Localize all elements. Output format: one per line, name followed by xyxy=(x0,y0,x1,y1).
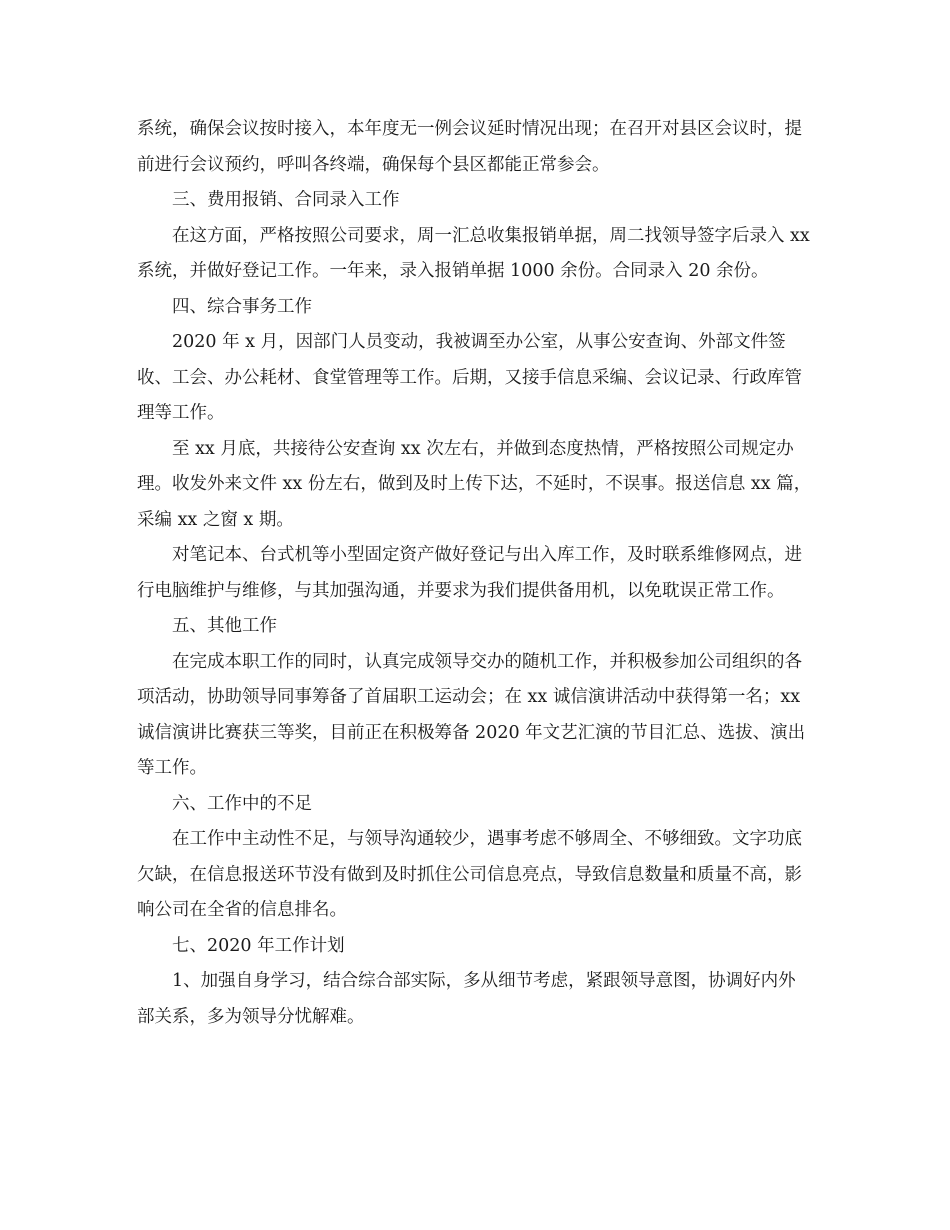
section-heading-3: 三、费用报销、合同录入工作 xyxy=(172,190,400,210)
paragraph-assets: 对笔记本、台式机等小型固定资产做好登记与出入库工作，及时联系维修网点，进行电脑维护与维修，与其加强沟通，并要求为我们提供备用机，以免耽误正常工作。 xyxy=(137,545,802,601)
paragraph-shortcomings: 在工作中主动性不足，与领导沟通较少，遇事考虑不够周全、不够细致。文字功底欠缺，在信息报送环节没有做到及时抓住公司信息亮点，导致信息数量和质量不高，影响公司在全省的信息排名。 xyxy=(137,829,802,920)
document-body xyxy=(137,112,813,1035)
section-heading-7: 七、2020 年工作计划 xyxy=(172,935,345,956)
paragraph-other-work: 在完成本职工作的同时，认真完成领导交办的随机工作，并积极参加公司组织的各项活动，协助领导同事筹备了首届职工运动会；在 xx 诚信演讲活动中获得第一名；xx 诚信演讲比赛获三等奖，目前正在积极筹备 2020 年文艺汇演的节目汇总、选拔、演出等工作。 xyxy=(137,651,806,778)
section-heading-6: 六、工作中的不足 xyxy=(172,793,312,814)
paragraph-transfer: 2020 年 x 月，因部门人员变动，我被调至办公室，从事公安查询、外部文件签收、工会、办公耗材、食堂管理等工作。后期，又接手信息采编、会议记录、行政库管理等工作。 xyxy=(137,332,802,423)
paragraph-continuation: 系统，确保会议按时接入，本年度无一例会议延时情况出现；在召开对县区会议时，提前进行会议预约，呼叫各终端，确保每个县区都能正常参会。 xyxy=(137,119,802,175)
section-heading-5: 五、其他工作 xyxy=(172,616,277,636)
paragraph-expense: 在这方面，严格按照公司要求，周一汇总收集报销单据，周二找领导签字后录入 xx 系统，并做好登记工作。一年来，录入报销单据 1000 余份。合同录入 20 余份。 xyxy=(137,225,810,281)
paragraph-plan-1: 1、加强自身学习，结合综合部实际，多从细节考虑，紧跟领导意图，协调好内外部关系，多为领导分忧解难。 xyxy=(137,971,796,1027)
section-heading-4: 四、综合事务工作 xyxy=(172,296,312,317)
paragraph-police-query: 至 xx 月底，共接待公安查询 xx 次左右，并做到态度热情，严格按照公司规定办理。收发外来文件 xx 份左右，做到及时上传下达，不延时，不误事。报送信息 xx 篇，采编 xx 之窗 x 期。 xyxy=(137,438,812,530)
